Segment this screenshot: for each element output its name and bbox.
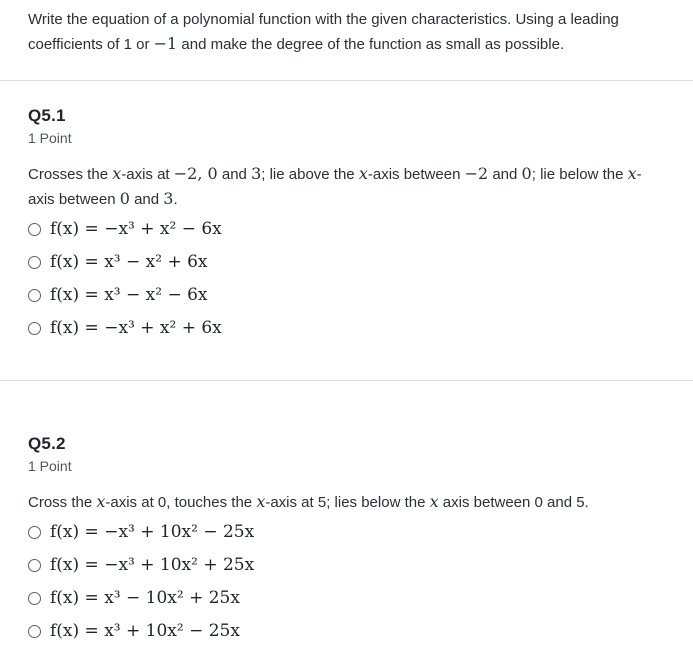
prompt-text: and [217, 166, 252, 183]
answer-option[interactable] [28, 521, 254, 543]
answer-option[interactable] [28, 251, 208, 273]
answer-option[interactable] [28, 587, 240, 609]
math-value: 0 [521, 164, 532, 183]
radio-button[interactable] [28, 559, 41, 572]
prompt-text: -axis at 5; lies below the [265, 494, 430, 511]
prompt-text: ; lie above the [261, 166, 359, 183]
math-variable: x [429, 492, 439, 511]
question-points: 1 Point [28, 130, 72, 146]
question-title: Q5.1 [28, 106, 66, 125]
prompt-text: -axis at [121, 166, 174, 183]
option-label: f(x) = x³ + 10x² − 25x [50, 621, 240, 641]
radio-button[interactable] [28, 592, 41, 605]
radio-button[interactable] [28, 526, 41, 539]
divider [0, 80, 693, 81]
math-variable: x [96, 492, 106, 511]
option-label: f(x) = −x³ + x² + 6x [50, 318, 222, 338]
question-title: Q5.2 [28, 434, 66, 453]
prompt-text: Crosses the [28, 166, 113, 183]
option-label: f(x) = −x³ + 10x² − 25x [50, 522, 255, 542]
prompt-text: . [173, 191, 178, 208]
option-label: f(x) = x³ − x² + 6x [50, 252, 208, 272]
math-value: 3 [163, 189, 174, 208]
radio-button[interactable] [28, 289, 41, 302]
question-prompt [28, 162, 668, 212]
prompt-text: -axis between [28, 166, 642, 208]
instructions-text [28, 8, 668, 57]
math-value: −2 [464, 164, 489, 183]
radio-button[interactable] [28, 322, 41, 335]
option-label: f(x) = x³ − x² − 6x [50, 285, 208, 305]
prompt-text: axis between 0 and 5. [438, 494, 589, 511]
answer-option[interactable] [28, 620, 240, 642]
answer-option[interactable] [28, 284, 208, 306]
math-value: −2, 0 [173, 164, 218, 183]
math-variable: x [256, 492, 266, 511]
math-variable: x [358, 164, 368, 183]
math-variable: x [112, 164, 122, 183]
math-value: 0 [119, 189, 130, 208]
question-points: 1 Point [28, 458, 72, 474]
prompt-text: -axis between [367, 166, 465, 183]
instructions-part: Write the equation of a polynomial function with the given characteristics. Using a leading coefficients of 1 or [28, 11, 619, 53]
prompt-text: Cross the [28, 494, 97, 511]
instructions-part: and make the degree of the function as small as possible. [177, 36, 565, 53]
radio-button[interactable] [28, 223, 41, 236]
math-value: −1 [153, 34, 178, 53]
question-prompt [28, 490, 668, 515]
math-variable: x [627, 164, 637, 183]
answer-option[interactable] [28, 218, 222, 240]
divider [0, 380, 693, 381]
math-value: 3 [251, 164, 262, 183]
option-label: f(x) = x³ − 10x² + 25x [50, 588, 240, 608]
prompt-text: and [129, 191, 164, 208]
prompt-text: and [488, 166, 522, 183]
option-label: f(x) = −x³ + x² − 6x [50, 219, 222, 239]
answer-option[interactable] [28, 554, 254, 576]
radio-button[interactable] [28, 256, 41, 269]
prompt-text: ; lie below the [531, 166, 628, 183]
answer-option[interactable] [28, 317, 222, 339]
option-label: f(x) = −x³ + 10x² + 25x [50, 555, 255, 575]
radio-button[interactable] [28, 625, 41, 638]
prompt-text: -axis at 0, touches the [105, 494, 257, 511]
